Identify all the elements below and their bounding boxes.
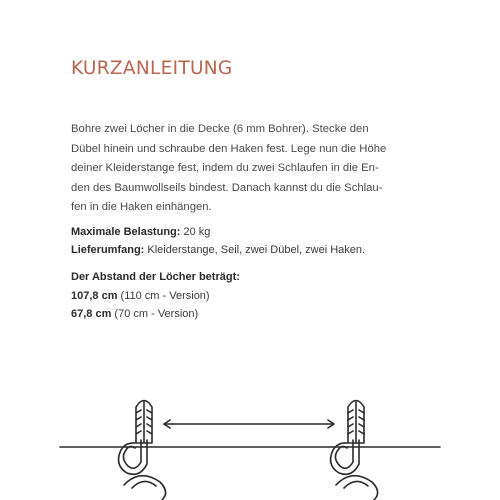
left-dowel-hook-icon bbox=[119, 401, 166, 500]
hole-distance-110 bbox=[71, 288, 210, 305]
instruction-line: deiner Kleiderstange fest, indem du zwei Schlaufen in die En- bbox=[71, 162, 379, 174]
hole-distance-70 bbox=[71, 306, 198, 323]
scope-of-delivery-value: Kleiderstange, Seil, zwei Dübel, zwei Haken. bbox=[144, 244, 366, 256]
double-arrow-icon bbox=[164, 420, 334, 428]
distance-note: (110 cm - Version) bbox=[117, 290, 210, 302]
instruction-line: Bohre zwei Löcher in die Decke (6 mm Bohrer). Stecke den bbox=[71, 123, 369, 135]
distance-value: 67,8 cm bbox=[71, 308, 112, 320]
right-dowel-hook-icon bbox=[331, 401, 378, 500]
hole-distance-heading: Der Abstand der Löcher beträgt: bbox=[71, 271, 240, 283]
instruction-line: den des Baumwollseils bindest. Danach kannst du die Schlau- bbox=[71, 181, 383, 194]
max-load-value: 20 kg bbox=[180, 226, 211, 238]
instruction-line: Dübel hinein und schraube den Haken fest. Lege nun die Höhe bbox=[71, 142, 387, 155]
distance-value: 107,8 cm bbox=[71, 290, 118, 302]
scope-of-delivery-label: Lieferumfang: bbox=[71, 244, 145, 256]
mounting-illustration bbox=[0, 380, 500, 500]
distance-note: (70 cm - Version) bbox=[111, 308, 199, 320]
max-load-label: Maximale Belastung: bbox=[71, 226, 181, 238]
scope-of-delivery-row bbox=[71, 242, 365, 259]
instructions-paragraph bbox=[71, 120, 441, 218]
max-load-row bbox=[71, 224, 210, 241]
instruction-line: fen in die Haken einhängen. bbox=[71, 201, 212, 213]
page-title: KURZANLEITUNG bbox=[71, 58, 233, 79]
